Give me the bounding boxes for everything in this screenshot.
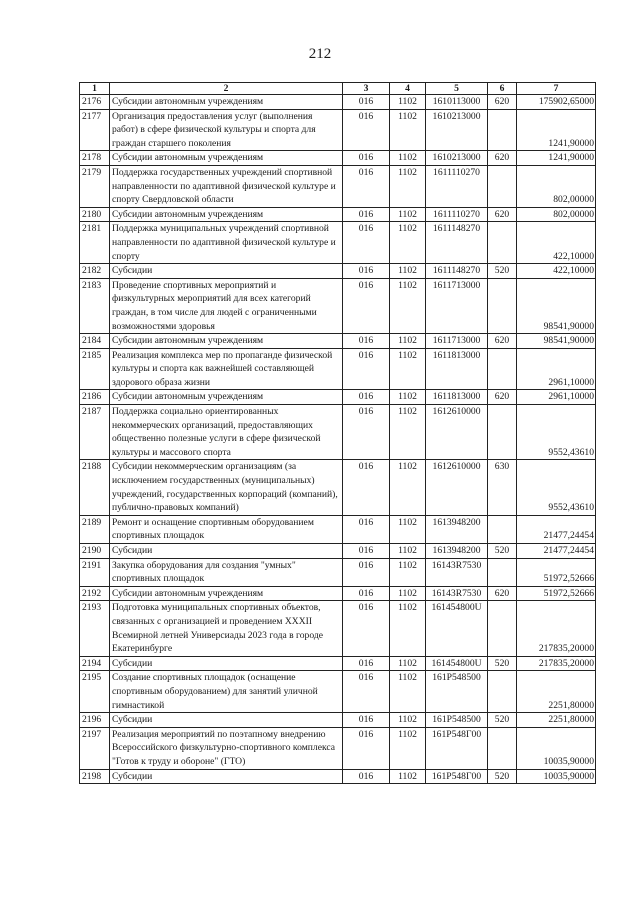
cell-name: Ремонт и оснащение спортивным оборудованием спортивных площадок [110,515,343,543]
cell-c5: 161P548500 [426,671,488,713]
column-header: 1 [80,83,110,95]
cell-c6: 620 [488,334,517,349]
cell-amount: 2251,80000 [517,713,596,728]
cell-amount: 422,10000 [517,264,596,279]
cell-name: Субсидии автономным учреждениям [110,390,343,405]
cell-c4: 1102 [390,151,426,166]
cell-name: Создание спортивных площадок (оснащение спортивным оборудованием) для занятий уличной гимнастикой [110,671,343,713]
cell-c5: 1612610000 [426,460,488,515]
cell-c3: 016 [343,727,390,769]
table-row [80,334,596,349]
cell-c3: 016 [343,586,390,601]
table-row [80,671,596,713]
cell-c5: 1610113000 [426,95,488,110]
cell-c4: 1102 [390,656,426,671]
cell-c5: 1611713000 [426,334,488,349]
cell-c6: 520 [488,264,517,279]
cell-amount: 51972,52666 [517,558,596,586]
column-header: 2 [110,83,343,95]
cell-c4: 1102 [390,278,426,333]
cell-name: Субсидии некоммерческим организациям (за исключением государственных (муниципальных) учреждений, государственных корпораций (компаний), публично-правовых компаний) [110,460,343,515]
cell-n: 2193 [80,601,110,656]
cell-c5: 1611813000 [426,390,488,405]
cell-amount: 9552,43610 [517,405,596,460]
cell-c3: 016 [343,460,390,515]
column-header: 4 [390,83,426,95]
cell-c4: 1102 [390,165,426,207]
cell-name: Субсидии автономным учреждениям [110,95,343,110]
cell-amount: 98541,90000 [517,278,596,333]
cell-c3: 016 [343,207,390,222]
cell-name: Субсидии автономным учреждениям [110,151,343,166]
cell-c3: 016 [343,348,390,390]
table-row [80,207,596,222]
cell-c3: 016 [343,769,390,784]
cell-amount: 1241,90000 [517,109,596,151]
cell-c4: 1102 [390,713,426,728]
cell-c3: 016 [343,95,390,110]
cell-name: Поддержка социально ориентированных некоммерческих организаций, предоставляющих общественно полезные услуги в сфере физической культуры и массового спорта [110,405,343,460]
cell-c5: 1613948200 [426,515,488,543]
cell-c4: 1102 [390,405,426,460]
cell-c3: 016 [343,334,390,349]
table-row [80,390,596,405]
cell-n: 2190 [80,544,110,559]
cell-n: 2186 [80,390,110,405]
cell-c3: 016 [343,390,390,405]
table-row [80,586,596,601]
cell-c5: 1611713000 [426,278,488,333]
table-row [80,558,596,586]
cell-c5: 1612610000 [426,405,488,460]
cell-amount: 217835,20000 [517,601,596,656]
cell-amount: 2251,80000 [517,671,596,713]
cell-c6: 620 [488,151,517,166]
cell-c6: 520 [488,656,517,671]
cell-name: Субсидии автономным учреждениям [110,334,343,349]
cell-c3: 016 [343,601,390,656]
cell-n: 2197 [80,727,110,769]
cell-c5: 1611148270 [426,222,488,264]
table-row [80,95,596,110]
cell-c6 [488,727,517,769]
cell-c4: 1102 [390,207,426,222]
cell-c6: 620 [488,95,517,110]
cell-c4: 1102 [390,515,426,543]
cell-c3: 016 [343,515,390,543]
cell-name: Подготовка муниципальных спортивных объектов, связанных с организацией и проведением XXXII Всемирной летней Универсиады 2023 года в городе Екатеринбурге [110,601,343,656]
cell-amount: 10035,90000 [517,727,596,769]
cell-c6 [488,601,517,656]
cell-amount: 175902,65000 [517,95,596,110]
table-header-row [80,83,596,95]
cell-c6 [488,515,517,543]
cell-c4: 1102 [390,109,426,151]
cell-c6: 520 [488,544,517,559]
cell-c6 [488,671,517,713]
cell-n: 2180 [80,207,110,222]
cell-n: 2192 [80,586,110,601]
cell-c5: 161P548Г00 [426,769,488,784]
table-row [80,656,596,671]
cell-c4: 1102 [390,95,426,110]
cell-c6 [488,348,517,390]
cell-c3: 016 [343,264,390,279]
cell-c5: 1613948200 [426,544,488,559]
cell-name: Субсидии [110,769,343,784]
cell-c4: 1102 [390,334,426,349]
column-header: 7 [517,83,596,95]
table-row [80,109,596,151]
cell-n: 2195 [80,671,110,713]
cell-amount: 422,10000 [517,222,596,264]
cell-n: 2188 [80,460,110,515]
cell-c6 [488,222,517,264]
column-header: 6 [488,83,517,95]
page-number: 212 [308,46,332,62]
table-row [80,278,596,333]
cell-n: 2185 [80,348,110,390]
cell-c5: 161454800U [426,656,488,671]
cell-amount: 10035,90000 [517,769,596,784]
cell-c3: 016 [343,544,390,559]
table-row [80,264,596,279]
cell-name: Закупка оборудования для создания "умных" спортивных площадок [110,558,343,586]
cell-c5: 1611110270 [426,207,488,222]
cell-c5: 1610213000 [426,151,488,166]
cell-c6: 520 [488,769,517,784]
cell-amount: 802,00000 [517,165,596,207]
cell-c5: 161454800U [426,601,488,656]
cell-c5: 1611110270 [426,165,488,207]
table-row [80,151,596,166]
table-row [80,165,596,207]
cell-amount: 217835,20000 [517,656,596,671]
cell-c3: 016 [343,165,390,207]
cell-name: Субсидии [110,544,343,559]
cell-amount: 9552,43610 [517,460,596,515]
cell-name: Субсидии автономным учреждениям [110,586,343,601]
cell-c5: 1611813000 [426,348,488,390]
cell-c3: 016 [343,671,390,713]
cell-c6: 620 [488,207,517,222]
cell-c6 [488,558,517,586]
cell-c5: 1610213000 [426,109,488,151]
cell-c5: 161P548Г00 [426,727,488,769]
cell-name: Субсидии автономным учреждениям [110,207,343,222]
cell-c6 [488,109,517,151]
cell-n: 2191 [80,558,110,586]
cell-n: 2179 [80,165,110,207]
table-row [80,769,596,784]
table-row [80,460,596,515]
cell-c4: 1102 [390,558,426,586]
cell-name: Субсидии [110,656,343,671]
cell-name: Субсидии [110,264,343,279]
cell-n: 2182 [80,264,110,279]
cell-amount: 21477,24454 [517,544,596,559]
cell-c5: 161P548500 [426,713,488,728]
cell-amount: 2961,10000 [517,348,596,390]
cell-amount: 802,00000 [517,207,596,222]
cell-c4: 1102 [390,390,426,405]
cell-c5: 1611148270 [426,264,488,279]
cell-c4: 1102 [390,769,426,784]
column-header: 3 [343,83,390,95]
cell-c6 [488,278,517,333]
cell-name: Реализация комплекса мер по пропаганде физической культуры и спорта как важнейшей составляющей здорового образа жизни [110,348,343,390]
table-row [80,727,596,769]
cell-amount: 98541,90000 [517,334,596,349]
cell-c3: 016 [343,558,390,586]
cell-amount: 1241,90000 [517,151,596,166]
table-row [80,222,596,264]
cell-c4: 1102 [390,586,426,601]
cell-n: 2177 [80,109,110,151]
cell-c6: 620 [488,586,517,601]
cell-n: 2181 [80,222,110,264]
cell-n: 2194 [80,656,110,671]
cell-c6: 630 [488,460,517,515]
cell-c3: 016 [343,109,390,151]
cell-name: Проведение спортивных мероприятий и физкультурных мероприятий для всех категорий граждан, в том числе для людей с ограниченными возможностями здоровья [110,278,343,333]
cell-amount: 2961,10000 [517,390,596,405]
cell-c4: 1102 [390,460,426,515]
cell-n: 2189 [80,515,110,543]
cell-c6 [488,165,517,207]
cell-c6 [488,405,517,460]
cell-n: 2198 [80,769,110,784]
cell-c3: 016 [343,656,390,671]
cell-c5: 16143R7530 [426,586,488,601]
cell-name: Организация предоставления услуг (выполнения работ) в сфере физической культуры и спорта для граждан старшего поколения [110,109,343,151]
cell-c3: 016 [343,222,390,264]
cell-amount: 21477,24454 [517,515,596,543]
cell-n: 2183 [80,278,110,333]
cell-c3: 016 [343,151,390,166]
table-row [80,544,596,559]
cell-c6: 520 [488,713,517,728]
budget-table [79,82,596,784]
cell-n: 2176 [80,95,110,110]
table-row [80,713,596,728]
table-row [80,348,596,390]
cell-c4: 1102 [390,222,426,264]
cell-c4: 1102 [390,348,426,390]
cell-c4: 1102 [390,671,426,713]
column-header: 5 [426,83,488,95]
cell-c3: 016 [343,278,390,333]
cell-n: 2178 [80,151,110,166]
table-row [80,601,596,656]
table-row [80,515,596,543]
cell-name: Реализация мероприятий по поэтапному внедрению Всероссийского физкультурно-спортивного комплекса "Готов к труду и обороне" (ГТО) [110,727,343,769]
cell-c6: 620 [488,390,517,405]
cell-n: 2196 [80,713,110,728]
cell-c3: 016 [343,405,390,460]
cell-amount: 51972,52666 [517,586,596,601]
cell-n: 2184 [80,334,110,349]
cell-c5: 16143R7530 [426,558,488,586]
cell-name: Поддержка муниципальных учреждений спортивной направленности по адаптивной физической культуре и спорту [110,222,343,264]
cell-n: 2187 [80,405,110,460]
cell-c4: 1102 [390,544,426,559]
cell-c4: 1102 [390,264,426,279]
table-row [80,405,596,460]
cell-c4: 1102 [390,727,426,769]
cell-name: Субсидии [110,713,343,728]
cell-name: Поддержка государственных учреждений спортивной направленности по адаптивной физической культуре и спорту Свердловской области [110,165,343,207]
cell-c4: 1102 [390,601,426,656]
cell-c3: 016 [343,713,390,728]
